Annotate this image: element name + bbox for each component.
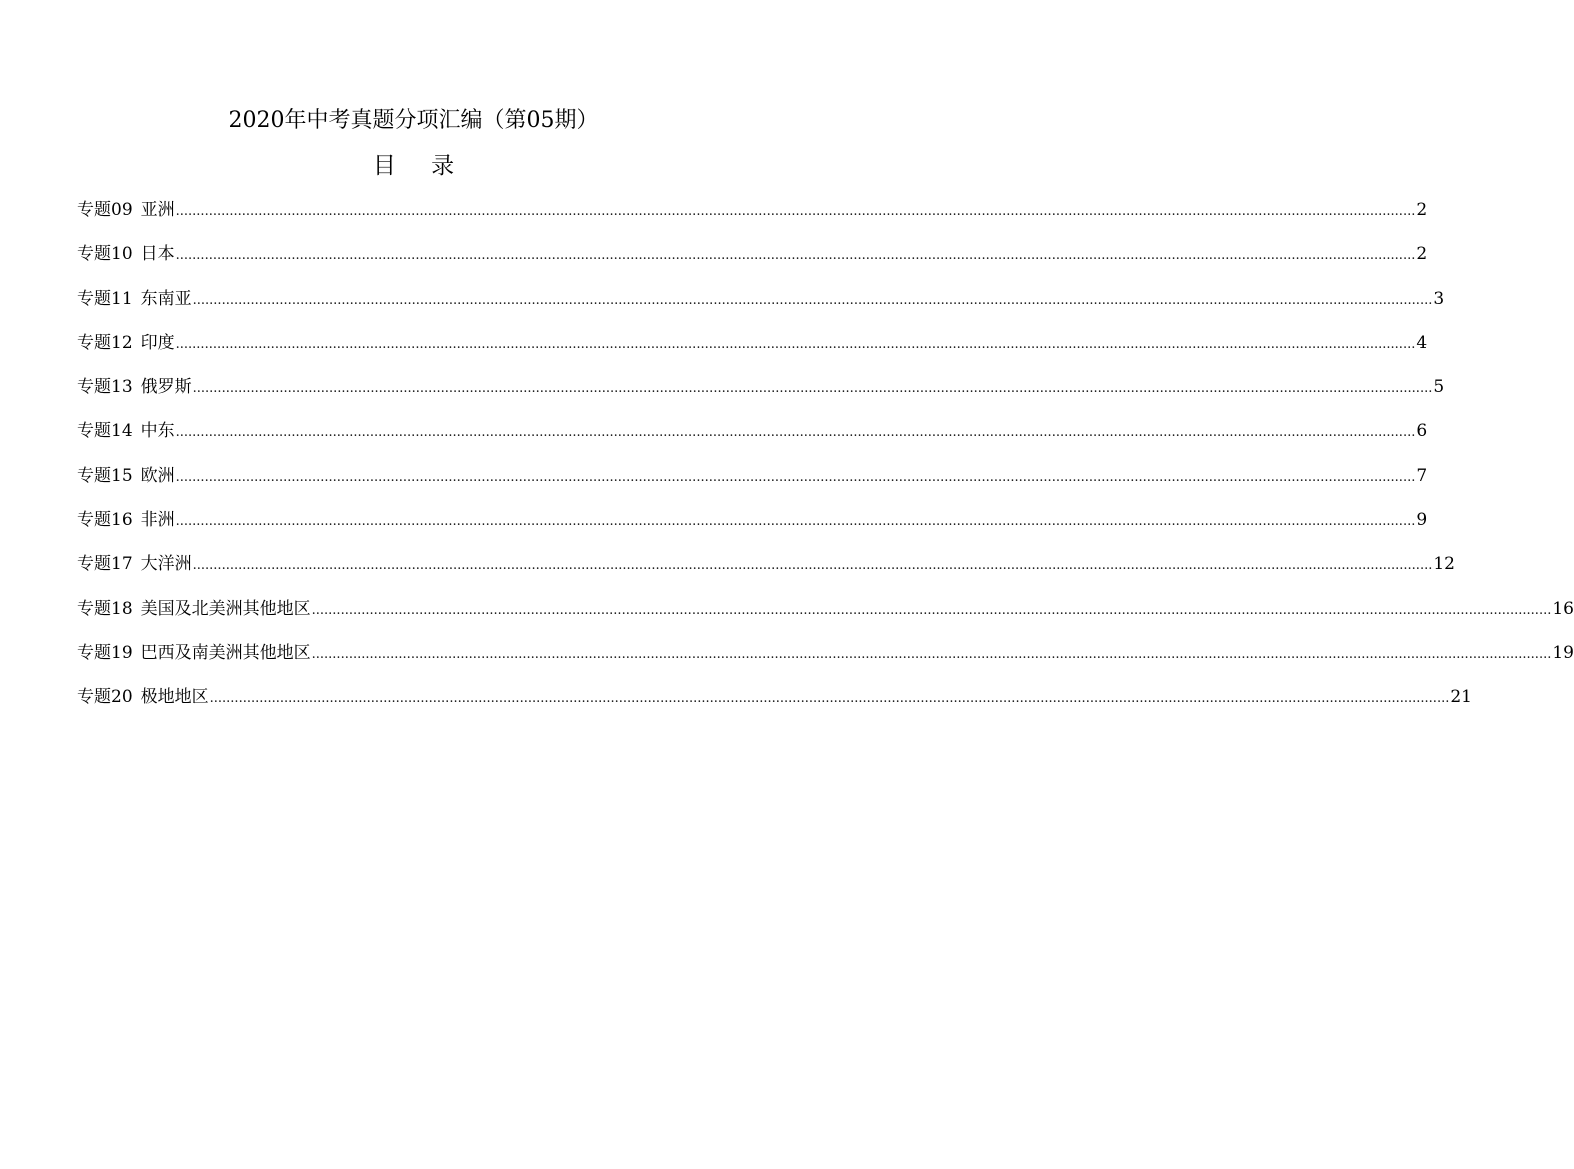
toc-dot-leader: ............................................................................................................................................................................................................................................................................................................ — [175, 248, 1416, 264]
toc-entry-label — [77, 196, 175, 224]
toc-entry[interactable] — [77, 595, 1574, 639]
toc-prefix: 专题 — [77, 421, 111, 442]
toc-dot-leader: ............................................................................................................................................................................................................................................................................................................ — [192, 292, 1433, 308]
toc-dot-leader: ............................................................................................................................................................................................................................................................................................................ — [209, 691, 1450, 707]
toc-number: 20 — [111, 687, 133, 708]
toc-entry-label — [77, 639, 311, 667]
toc-entry-label — [77, 683, 209, 711]
toc-entry[interactable] — [77, 506, 1428, 550]
toc-number: 12 — [111, 332, 133, 353]
toc-dot-leader: ............................................................................................................................................................................................................................................................................................................ — [175, 336, 1416, 352]
toc-page-number: 4 — [1416, 332, 1428, 353]
toc-page-number: 19 — [1552, 642, 1574, 663]
toc-title: 亚洲 — [140, 200, 175, 220]
toc-page-number: 6 — [1416, 421, 1428, 442]
toc-title: 巴西及南美洲其他地区 — [140, 642, 311, 663]
toc-title: 日本 — [140, 244, 175, 265]
toc-title: 极地地区 — [140, 687, 209, 708]
toc-title: 非洲 — [140, 510, 175, 531]
toc-entry-label — [77, 285, 192, 313]
toc-entry[interactable] — [77, 462, 1428, 506]
toc-entry[interactable] — [77, 285, 1445, 329]
toc-entry-label — [77, 329, 175, 357]
toc-prefix: 专题 — [77, 598, 111, 619]
toc-title: 俄罗斯 — [140, 377, 192, 398]
toc-entry-label — [77, 550, 192, 578]
toc-entry[interactable] — [77, 329, 1428, 373]
toc-entry[interactable] — [77, 683, 1472, 727]
toc-entry-label — [77, 417, 175, 445]
toc-entry-label — [77, 240, 175, 268]
toc-number: 14 — [111, 421, 133, 442]
toc-entry[interactable] — [77, 196, 1428, 240]
toc-entry[interactable] — [77, 639, 1574, 683]
toc-entry-label — [77, 462, 175, 490]
toc-dot-leader: ............................................................................................................................................................................................................................................................................................................ — [175, 204, 1416, 219]
toc-number: 18 — [111, 598, 133, 619]
toc-number: 13 — [111, 377, 133, 398]
toc-number: 11 — [111, 288, 133, 309]
toc-number: 19 — [111, 642, 133, 663]
toc-title: 印度 — [140, 332, 175, 353]
toc-prefix: 专题 — [77, 377, 111, 398]
toc-page-number: 2 — [1416, 244, 1428, 265]
toc-page-number: 2 — [1416, 200, 1428, 220]
toc-prefix: 专题 — [77, 332, 111, 353]
toc-entry-label — [77, 373, 192, 401]
toc-number: 15 — [111, 465, 133, 486]
toc-dot-leader: ............................................................................................................................................................................................................................................................................................................ — [311, 602, 1552, 618]
toc-heading: 目 录 — [372, 153, 469, 179]
toc-prefix: 专题 — [77, 465, 111, 486]
toc-page-number: 9 — [1416, 510, 1428, 531]
toc-title: 东南亚 — [140, 288, 192, 309]
toc-number: 10 — [111, 244, 133, 265]
toc-prefix: 专题 — [77, 200, 111, 220]
toc-title: 中东 — [140, 421, 175, 442]
toc-title: 美国及北美洲其他地区 — [140, 598, 311, 619]
toc-title: 欧洲 — [140, 465, 175, 486]
table-of-contents — [77, 196, 1574, 728]
toc-page-number: 5 — [1433, 377, 1445, 398]
toc-dot-leader: ............................................................................................................................................................................................................................................................................................................ — [192, 381, 1433, 397]
toc-dot-leader: ............................................................................................................................................................................................................................................................................................................ — [175, 469, 1416, 485]
toc-dot-leader: ............................................................................................................................................................................................................................................................................................................ — [311, 646, 1552, 662]
toc-dot-leader: ............................................................................................................................................................................................................................................................................................................ — [175, 514, 1416, 530]
toc-entry-label — [77, 595, 311, 623]
toc-number: 17 — [111, 554, 133, 575]
toc-page-number: 3 — [1433, 288, 1445, 309]
toc-page-number: 12 — [1433, 554, 1455, 575]
toc-entry[interactable] — [77, 550, 1455, 594]
toc-prefix: 专题 — [77, 642, 111, 663]
toc-page-number: 7 — [1416, 465, 1428, 486]
toc-entry-label — [77, 506, 175, 534]
toc-entry[interactable] — [77, 373, 1445, 417]
toc-entry[interactable] — [77, 240, 1428, 284]
toc-entry[interactable] — [77, 417, 1428, 461]
toc-dot-leader: ............................................................................................................................................................................................................................................................................................................ — [175, 425, 1416, 441]
toc-prefix: 专题 — [77, 288, 111, 309]
toc-number: 16 — [111, 510, 133, 531]
toc-number: 09 — [111, 200, 133, 220]
toc-prefix: 专题 — [77, 510, 111, 531]
toc-prefix: 专题 — [77, 244, 111, 265]
toc-page-number: 16 — [1552, 598, 1574, 619]
document-title: 2020年中考真题分项汇编（第05期） — [228, 108, 599, 133]
toc-prefix: 专题 — [77, 554, 111, 575]
toc-page-number: 21 — [1450, 687, 1472, 708]
toc-dot-leader: ............................................................................................................................................................................................................................................................................................................ — [192, 558, 1433, 574]
toc-prefix: 专题 — [77, 687, 111, 708]
toc-title: 大洋洲 — [140, 554, 192, 575]
